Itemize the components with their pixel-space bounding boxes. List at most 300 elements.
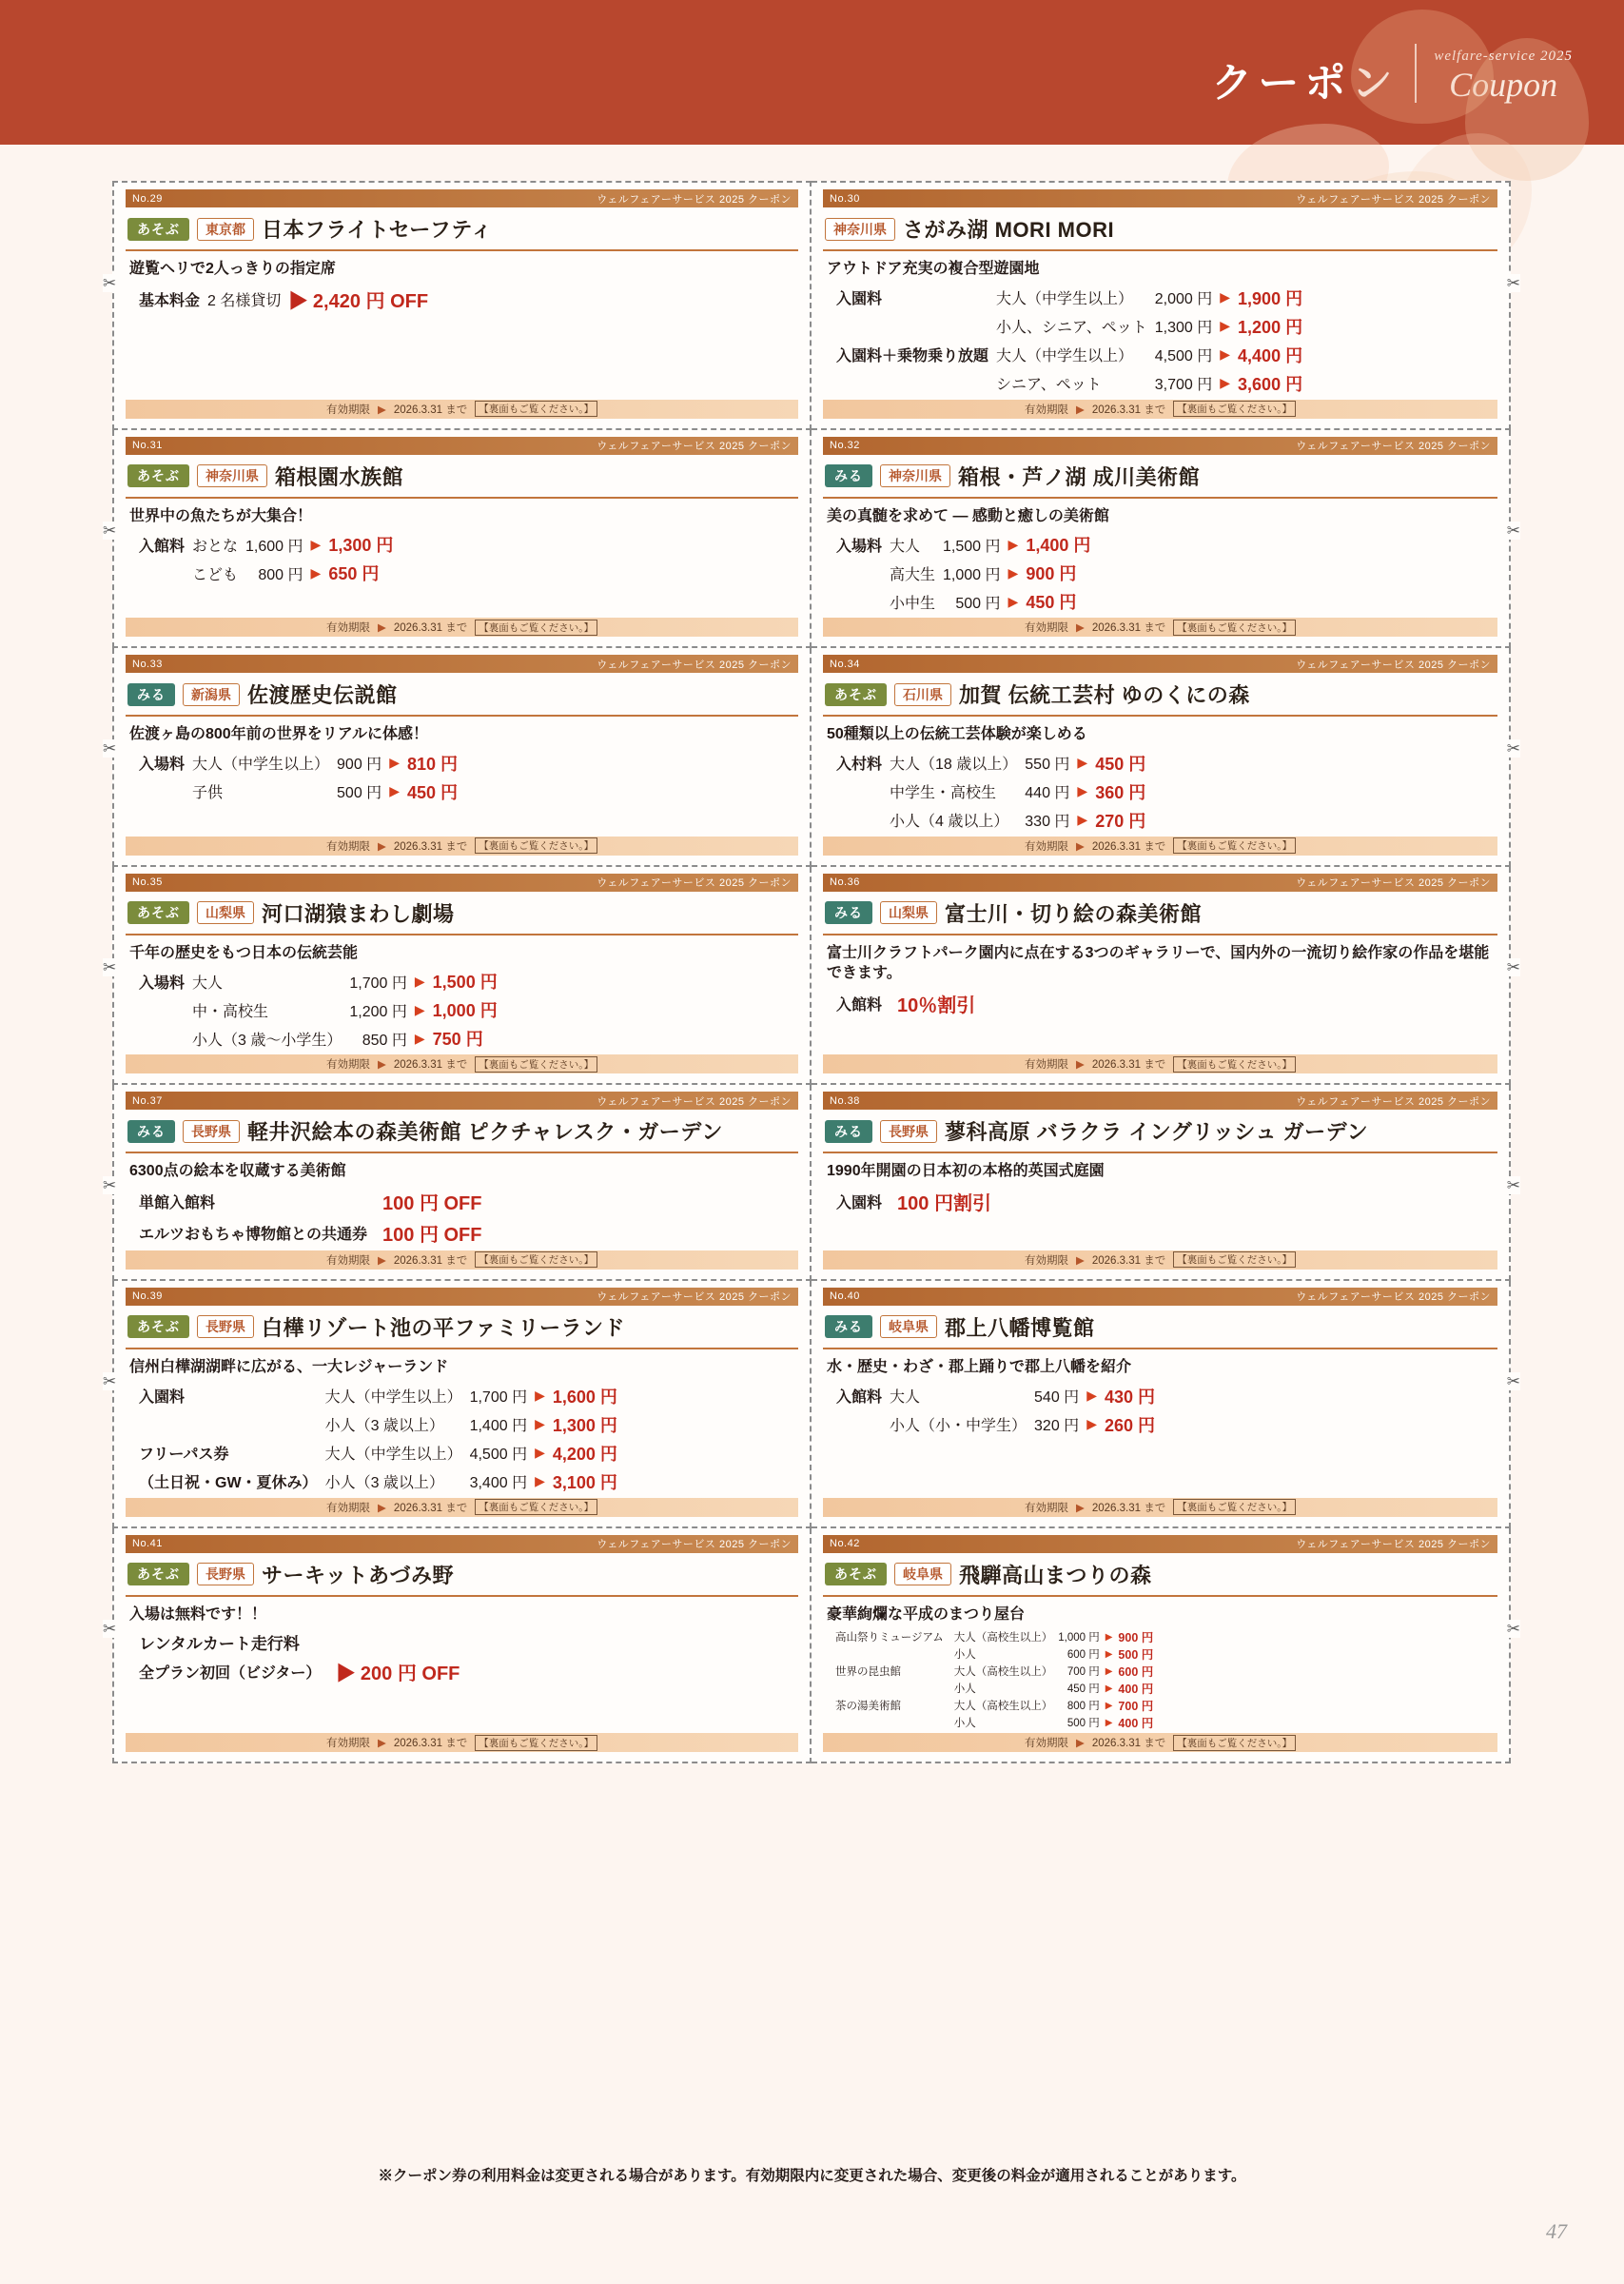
expiry-back-note: 【裏面もご覧ください。】 [475, 837, 597, 854]
coupon-header [823, 892, 1497, 935]
scissors-icon: ✂ [103, 521, 117, 540]
price-original: 1,400 円 [469, 1418, 528, 1435]
coupon-price-row [135, 1217, 486, 1249]
coupon-category-tag: みる [825, 901, 872, 924]
price-original: 3,400 円 [469, 1475, 528, 1492]
coupon-price-row [135, 559, 397, 587]
price-item: 大人（中学生以上） [996, 348, 1134, 365]
coupon-price-row [832, 1714, 1156, 1731]
price-arrow-icon: ▶ [414, 1030, 425, 1046]
price-group: 茶の湯美術館 [835, 1701, 901, 1713]
scissors-icon: ✂ [1506, 521, 1520, 540]
expiry-back-note: 【裏面もご覧ください。】 [475, 620, 597, 636]
coupon-brand-label: ウェルフェアーサービス 2025 クーポン [597, 1291, 792, 1304]
coupon-category-tag: みる [825, 1120, 872, 1143]
coupon-category-tag: みる [127, 683, 175, 706]
price-discounted: 1,900 円 [1238, 288, 1303, 308]
coupon-category-tag: あそぶ [825, 683, 887, 706]
coupon-header [126, 1306, 798, 1349]
coupon-price-area [823, 988, 1497, 1054]
expiry-label: 有効期限 [326, 1738, 371, 1750]
expiry-arrow-icon: ▶ [1076, 1502, 1085, 1514]
coupon-facility-name: さがみ湖 MORI MORI [903, 218, 1115, 242]
expiry-label: 有効期限 [1025, 840, 1069, 853]
price-item [371, 1217, 379, 1249]
price-arrow-icon: ▶ [535, 1416, 545, 1432]
expiry-date: 2026.3.31 まで [1091, 1059, 1166, 1072]
coupon-card[interactable] [812, 1085, 1520, 1281]
price-arrow-icon: ▶ [1220, 318, 1231, 334]
price-label [135, 559, 188, 587]
price-original: 3,700 円 [1154, 377, 1213, 394]
scissors-icon: ✂ [1506, 1176, 1520, 1195]
coupon-price-row [135, 967, 501, 995]
price-original: 1,200 円 [349, 1003, 407, 1020]
coupon-prefecture-tag: 山梨県 [880, 901, 937, 924]
coupon-price-row [832, 1663, 1156, 1680]
price-item [371, 1186, 379, 1217]
price-original: 1,000 円 [943, 566, 1001, 583]
expiry-date: 2026.3.31 まで [393, 404, 468, 416]
coupon-facility-name: 河口湖猿まわし劇場 [262, 901, 455, 926]
coupon-facility-name: 白樺リゾート池の平ファミリーランド [262, 1315, 626, 1340]
price-label: 入館料 [836, 996, 883, 1014]
coupon-card[interactable] [103, 867, 812, 1086]
coupon-grid [103, 181, 1520, 1763]
expiry-arrow-icon: ▶ [1076, 1254, 1085, 1267]
coupon-card[interactable] [103, 1085, 812, 1281]
coupon-price-area [126, 749, 798, 837]
coupon-prefecture-tag: 長野県 [197, 1315, 254, 1338]
price-arrow-icon: ▶ [1105, 1717, 1113, 1728]
coupon-number: No.30 [830, 192, 860, 205]
price-arrow-icon: ▶ [1220, 375, 1231, 391]
coupon-prefecture-tag: 神奈川県 [825, 218, 895, 241]
coupon-price-table [135, 967, 501, 1053]
coupon-topbar [823, 1535, 1497, 1553]
coupon-price-row [135, 1186, 486, 1217]
price-item: 小人 [953, 1718, 976, 1730]
expiry-back-note: 【裏面もご覧ください。】 [1173, 1499, 1296, 1515]
price-item: 大人（高校生以上） [953, 1701, 1053, 1713]
coupon-number: No.36 [830, 876, 860, 889]
scissors-icon: ✂ [103, 1176, 117, 1195]
expiry-date: 2026.3.31 まで [393, 840, 468, 853]
price-item: 小人（4 歳以上） [890, 814, 1009, 831]
price-discount-text: 100 円 OFF [382, 1224, 482, 1246]
price-original: 330 円 [1025, 814, 1070, 831]
coupon-number: No.41 [132, 1538, 163, 1550]
price-discounted: 400 円 [1118, 1717, 1154, 1731]
expiry-label: 有効期限 [326, 1254, 371, 1267]
coupon-card[interactable] [103, 1528, 812, 1764]
price-discounted: 750 円 [432, 1030, 483, 1050]
price-item: 高大生 [890, 566, 936, 583]
price-item [886, 988, 893, 1019]
coupon-facility-name: 飛騨高山まつりの森 [959, 1563, 1152, 1587]
price-group [832, 1714, 951, 1731]
price-original: 1,000 円 [1058, 1632, 1100, 1644]
coupon-price-table [135, 1186, 486, 1249]
expiry-date: 2026.3.31 まで [393, 1254, 468, 1267]
price-discounted: 450 円 [406, 782, 459, 802]
price-arrow-icon: ▶ [535, 1473, 545, 1489]
coupon-price-area [823, 284, 1497, 400]
price-item: 中・高校生 [192, 1003, 269, 1020]
coupon-topbar [126, 189, 798, 207]
coupon-topbar [126, 874, 798, 892]
expiry-arrow-icon: ▶ [378, 622, 386, 635]
coupon-facility-name: 日本フライトセーフティ [262, 218, 493, 242]
coupon-description: 1990年開園の日本初の本格的英国式庭園 [827, 1163, 1105, 1180]
price-label: 入園料＋乗物乗り放題 [836, 348, 989, 365]
price-discounted: 450 円 [1095, 754, 1146, 774]
page-number: 47 [1546, 2219, 1567, 2243]
coupon-description: 美の真髄を求めて ― 感動と癒しの美術館 [827, 507, 1109, 524]
price-discounted: 270 円 [1095, 811, 1146, 831]
coupon-price-row [832, 1186, 995, 1217]
price-original: 800 円 [258, 566, 303, 583]
expiry-back-note: 【裏面もご覧ください。】 [475, 1251, 597, 1268]
price-item: 小人（小・中学生） [890, 1418, 1027, 1435]
coupon-price-row [832, 1628, 1156, 1645]
price-label [832, 559, 886, 587]
coupon-price-row [832, 587, 1094, 616]
coupon-price-row [832, 806, 1149, 835]
price-discounted: 400 円 [1118, 1683, 1154, 1697]
coupon-expiry-bar [823, 1498, 1497, 1517]
price-discount-text: ▶ 200 円 OFF [336, 1664, 460, 1685]
coupon-price-row [832, 530, 1094, 559]
coupon-prefecture-tag: 長野県 [183, 1120, 240, 1143]
coupon-prefecture-tag: 岐阜県 [880, 1315, 937, 1338]
coupon-price-row [135, 1656, 463, 1687]
coupon-brand-label: ウェルフェアーサービス 2025 クーポン [1296, 1095, 1491, 1108]
price-original: 1,300 円 [1154, 320, 1213, 337]
price-original: 4,500 円 [1154, 348, 1213, 365]
price-original: 550 円 [1025, 757, 1070, 774]
coupon-number: No.33 [132, 658, 163, 670]
price-arrow-icon: ▶ [389, 783, 400, 799]
price-item: 大人（高校生以上） [953, 1666, 1053, 1679]
coupon-category-tag: あそぶ [127, 901, 189, 924]
price-discounted: 1,500 円 [432, 973, 498, 993]
coupon-facility-name: 軽井沢絵本の森美術館 ピクチャレスク・ガーデン [247, 1120, 723, 1145]
coupon-price-area [823, 1628, 1497, 1733]
coupon-price-table [135, 530, 397, 587]
price-item: 小人（3 歳以上） [324, 1418, 444, 1435]
coupon-category-tag: みる [825, 464, 872, 487]
price-label: 入場料 [836, 538, 883, 555]
price-arrow-icon: ▶ [1008, 536, 1019, 552]
price-original: 2,000 円 [1154, 291, 1213, 308]
coupon-expiry-bar [823, 837, 1497, 856]
coupon-description: 遊覧ヘリで2人っきりの指定席 [129, 261, 336, 277]
coupon-price-row [832, 778, 1149, 806]
price-label: 単館入館料 [139, 1194, 216, 1211]
coupon-card[interactable] [103, 430, 812, 649]
price-discounted: 810 円 [406, 754, 459, 774]
coupon-header [126, 673, 798, 717]
coupon-card[interactable] [103, 648, 812, 867]
coupon-topbar [823, 1092, 1497, 1110]
expiry-arrow-icon: ▶ [1076, 1059, 1085, 1072]
coupon-header [126, 1553, 798, 1597]
coupon-expiry-bar [823, 1733, 1497, 1752]
price-discounted: 430 円 [1104, 1387, 1156, 1407]
expiry-arrow-icon: ▶ [1076, 1738, 1085, 1750]
price-arrow-icon: ▶ [1008, 593, 1019, 609]
page-body [0, 145, 1624, 2284]
price-discounted: 500 円 [1118, 1648, 1154, 1663]
coupon-brand-label: ウェルフェアーサービス 2025 クーポン [597, 877, 792, 890]
coupon-price-row [832, 284, 1306, 312]
footer-note: ※クーポン券の利用料金は変更される場合があります。有効期限内に変更された場合、変更後の料金が適用されることがあります。 [378, 2168, 1246, 2184]
price-item: 小人、シニア、ペット [996, 320, 1147, 337]
coupon-header [823, 455, 1497, 499]
expiry-arrow-icon: ▶ [1076, 404, 1085, 416]
coupon-prefecture-tag: 神奈川県 [197, 464, 267, 487]
expiry-label: 有効期限 [1025, 1254, 1069, 1267]
expiry-date: 2026.3.31 まで [393, 622, 468, 635]
price-label [832, 312, 992, 341]
coupon-price-row [135, 1439, 621, 1467]
price-group [832, 1645, 951, 1663]
price-label: エルツおもちゃ博物館との共通券 [139, 1226, 368, 1243]
expiry-back-note: 【裏面もご覧ください。】 [475, 1735, 597, 1751]
price-arrow-icon: ▶ [1077, 755, 1088, 771]
coupon-expiry-bar [823, 400, 1497, 419]
price-group: 世界の昆虫館 [835, 1666, 901, 1679]
price-discount-text: 100 円割引 [897, 1192, 991, 1214]
price-item: 大人 [890, 1389, 921, 1407]
coupon-prefecture-tag: 山梨県 [197, 901, 254, 924]
price-arrow-icon: ▶ [1077, 783, 1088, 799]
price-discounted: 450 円 [1026, 593, 1077, 613]
coupon-price-row [135, 995, 501, 1024]
scissors-icon: ✂ [103, 1619, 117, 1638]
price-item [886, 1186, 893, 1217]
coupon-facility-name: サーキットあづみ野 [262, 1563, 455, 1587]
price-original: 600 円 [1066, 1649, 1100, 1662]
price-label [832, 778, 886, 806]
coupon-topbar [126, 1535, 798, 1553]
coupon-price-table [135, 284, 432, 315]
expiry-arrow-icon: ▶ [378, 1254, 386, 1267]
expiry-label: 有効期限 [326, 404, 371, 416]
coupon-facility-name: 佐渡歴史伝説館 [247, 683, 398, 708]
coupon-brand-label: ウェルフェアーサービス 2025 クーポン [597, 659, 792, 671]
expiry-date: 2026.3.31 まで [393, 1059, 468, 1072]
scissors-icon: ✂ [1506, 1371, 1520, 1390]
price-arrow-icon: ▶ [1105, 1683, 1113, 1694]
coupon-expiry-bar [126, 1498, 798, 1517]
price-item: 中学生・高校生 [890, 785, 997, 802]
price-arrow-icon: ▶ [389, 755, 400, 771]
coupon-description: 入場は無料です！！ [129, 1605, 267, 1623]
coupon-number: No.40 [830, 1290, 860, 1303]
coupon-card[interactable] [103, 181, 812, 430]
header-english-sub: welfare-service 2025 [1434, 49, 1573, 65]
price-original: 450 円 [1066, 1683, 1100, 1696]
price-original: 1,500 円 [943, 538, 1001, 555]
coupon-category-tag: みる [127, 1120, 175, 1143]
price-label [832, 369, 992, 398]
coupon-header [126, 1110, 798, 1153]
coupon-brand-label: ウェルフェアーサービス 2025 クーポン [597, 441, 792, 453]
price-item: 小人 [953, 1683, 976, 1696]
price-item: 小人 [953, 1649, 976, 1662]
coupon-price-area [823, 749, 1497, 837]
price-discounted: 4,200 円 [552, 1444, 617, 1464]
coupon-description: 豪華絢爛な平成のまつり屋台 [827, 1605, 1026, 1623]
coupon-price-row [135, 749, 461, 778]
coupon-price-row [135, 530, 397, 559]
expiry-back-note: 【裏面もご覧ください。】 [1173, 837, 1296, 854]
expiry-arrow-icon: ▶ [378, 840, 386, 853]
price-original: 800 円 [1066, 1701, 1100, 1713]
expiry-arrow-icon: ▶ [378, 1059, 386, 1072]
coupon-number: No.32 [830, 440, 860, 452]
expiry-date: 2026.3.31 まで [1091, 622, 1166, 635]
price-discounted: 900 円 [1026, 564, 1077, 584]
expiry-label: 有効期限 [326, 622, 371, 635]
price-label [135, 778, 188, 806]
coupon-expiry-bar [823, 1250, 1497, 1270]
coupon-brand-label: ウェルフェアーサービス 2025 クーポン [1296, 1291, 1491, 1304]
coupon-price-table [832, 1628, 1156, 1731]
coupon-price-table [832, 284, 1306, 398]
coupon-price-area [126, 284, 798, 400]
expiry-back-note: 【裏面もご覧ください。】 [1173, 1056, 1296, 1073]
coupon-expiry-bar [126, 1733, 798, 1752]
price-label [135, 1410, 322, 1439]
coupon-prefecture-tag: 石川県 [894, 683, 951, 706]
price-item: 大人（中学生以上） [324, 1389, 462, 1407]
coupon-prefecture-tag: 長野県 [880, 1120, 937, 1143]
price-item: こども [192, 566, 239, 583]
coupon-facility-name: 箱根・芦ノ湖 成川美術館 [958, 464, 1201, 489]
coupon-number: No.37 [132, 1094, 163, 1107]
coupon-topbar [823, 874, 1497, 892]
coupon-card[interactable] [103, 1281, 812, 1528]
price-label: 入館料 [139, 538, 186, 555]
coupon-card[interactable] [812, 1281, 1520, 1528]
coupon-expiry-bar [126, 618, 798, 637]
price-item: 大人（中学生以上） [192, 757, 330, 774]
coupon-price-area [126, 967, 798, 1054]
scissors-icon: ✂ [103, 274, 117, 292]
coupon-price-area [126, 530, 798, 618]
coupon-price-row [832, 749, 1149, 778]
price-discounted: 1,300 円 [552, 1415, 617, 1435]
coupon-description: 水・歴史・わざ・郡上踊りで郡上八幡を紹介 [827, 1358, 1132, 1375]
price-original: 500 円 [337, 785, 382, 802]
coupon-card[interactable] [812, 181, 1520, 430]
coupon-card[interactable] [812, 648, 1520, 867]
coupon-card[interactable] [812, 1528, 1520, 1764]
coupon-card[interactable] [812, 867, 1520, 1086]
page-title: クーポン [1211, 61, 1399, 107]
coupon-description: 佐渡ヶ島の800年前の世界をリアルに体感！ [129, 726, 429, 743]
price-arrow-icon: ▶ [1008, 564, 1019, 581]
coupon-topbar [823, 437, 1497, 455]
price-item [324, 1656, 332, 1687]
price-arrow-icon: ▶ [1086, 1416, 1097, 1432]
scissors-icon: ✂ [1506, 274, 1520, 292]
price-original: 500 円 [1066, 1718, 1100, 1730]
price-item: 大人 [192, 975, 224, 992]
price-original: 540 円 [1034, 1389, 1080, 1407]
coupon-expiry-bar [126, 400, 798, 419]
coupon-topbar [823, 1288, 1497, 1306]
price-group [832, 1680, 951, 1697]
price-item: 大人（高校生以上） [953, 1632, 1053, 1644]
coupon-number: No.42 [830, 1538, 860, 1550]
coupon-price-area [126, 1628, 798, 1733]
price-label: 全プラン初回（ビジター） [139, 1665, 322, 1683]
coupon-brand-label: ウェルフェアーサービス 2025 クーポン [1296, 441, 1491, 453]
expiry-label: 有効期限 [326, 1059, 371, 1072]
expiry-date: 2026.3.31 まで [1091, 1502, 1166, 1514]
coupon-header [823, 1553, 1497, 1597]
scissors-icon: ✂ [1506, 1619, 1520, 1638]
coupon-description: 世界中の魚たちが大集合！ [129, 507, 313, 524]
price-item: 小人（3 歳以上） [324, 1475, 444, 1492]
expiry-label: 有効期限 [1025, 622, 1069, 635]
coupon-category-tag: みる [825, 1315, 872, 1338]
coupon-header [823, 673, 1497, 717]
coupon-facility-name: 富士川・切り絵の森美術館 [945, 901, 1203, 926]
coupon-price-table [832, 1186, 995, 1217]
price-arrow-icon: ▶ [1086, 1388, 1097, 1404]
price-label: 入村料 [836, 757, 883, 774]
coupon-price-area [126, 1382, 798, 1498]
price-label: （土日祝・GW・夏休み） [139, 1475, 318, 1492]
coupon-brand-label: ウェルフェアーサービス 2025 クーポン [597, 1539, 792, 1551]
price-label: フリーパス券 [139, 1447, 229, 1464]
coupon-card[interactable] [812, 430, 1520, 649]
price-arrow-icon: ▶ [1105, 1700, 1113, 1711]
expiry-date: 2026.3.31 まで [393, 1738, 468, 1750]
coupon-price-row [135, 778, 461, 806]
coupon-price-row [832, 1410, 1159, 1439]
price-original: 850 円 [362, 1032, 407, 1049]
coupon-number: No.31 [132, 440, 163, 452]
expiry-label: 有効期限 [1025, 404, 1069, 416]
coupon-prefecture-tag: 岐阜県 [894, 1563, 951, 1585]
price-arrow-icon: ▶ [1105, 1631, 1113, 1643]
coupon-price-table [832, 988, 979, 1019]
coupon-number: No.34 [830, 658, 860, 670]
price-discounted: 650 円 [328, 564, 380, 584]
price-discounted: 1,200 円 [1238, 317, 1303, 337]
coupon-topbar [126, 1288, 798, 1306]
coupon-topbar [823, 655, 1497, 673]
coupon-brand-label: ウェルフェアーサービス 2025 クーポン [1296, 659, 1491, 671]
coupon-price-area [823, 530, 1497, 618]
expiry-back-note: 【裏面もご覧ください。】 [475, 401, 597, 417]
price-discounted: 1,300 円 [328, 536, 394, 556]
price-discounted: 900 円 [1118, 1631, 1154, 1645]
price-item: 大人 [890, 538, 921, 555]
price-arrow-icon: ▶ [414, 973, 425, 989]
coupon-price-row [832, 1382, 1159, 1410]
price-label: 基本料金 [139, 292, 201, 309]
coupon-facility-name: 蓼科高原 バラクラ イングリッシュ ガーデン [945, 1120, 1369, 1145]
expiry-arrow-icon: ▶ [1076, 622, 1085, 635]
price-label [832, 587, 886, 616]
